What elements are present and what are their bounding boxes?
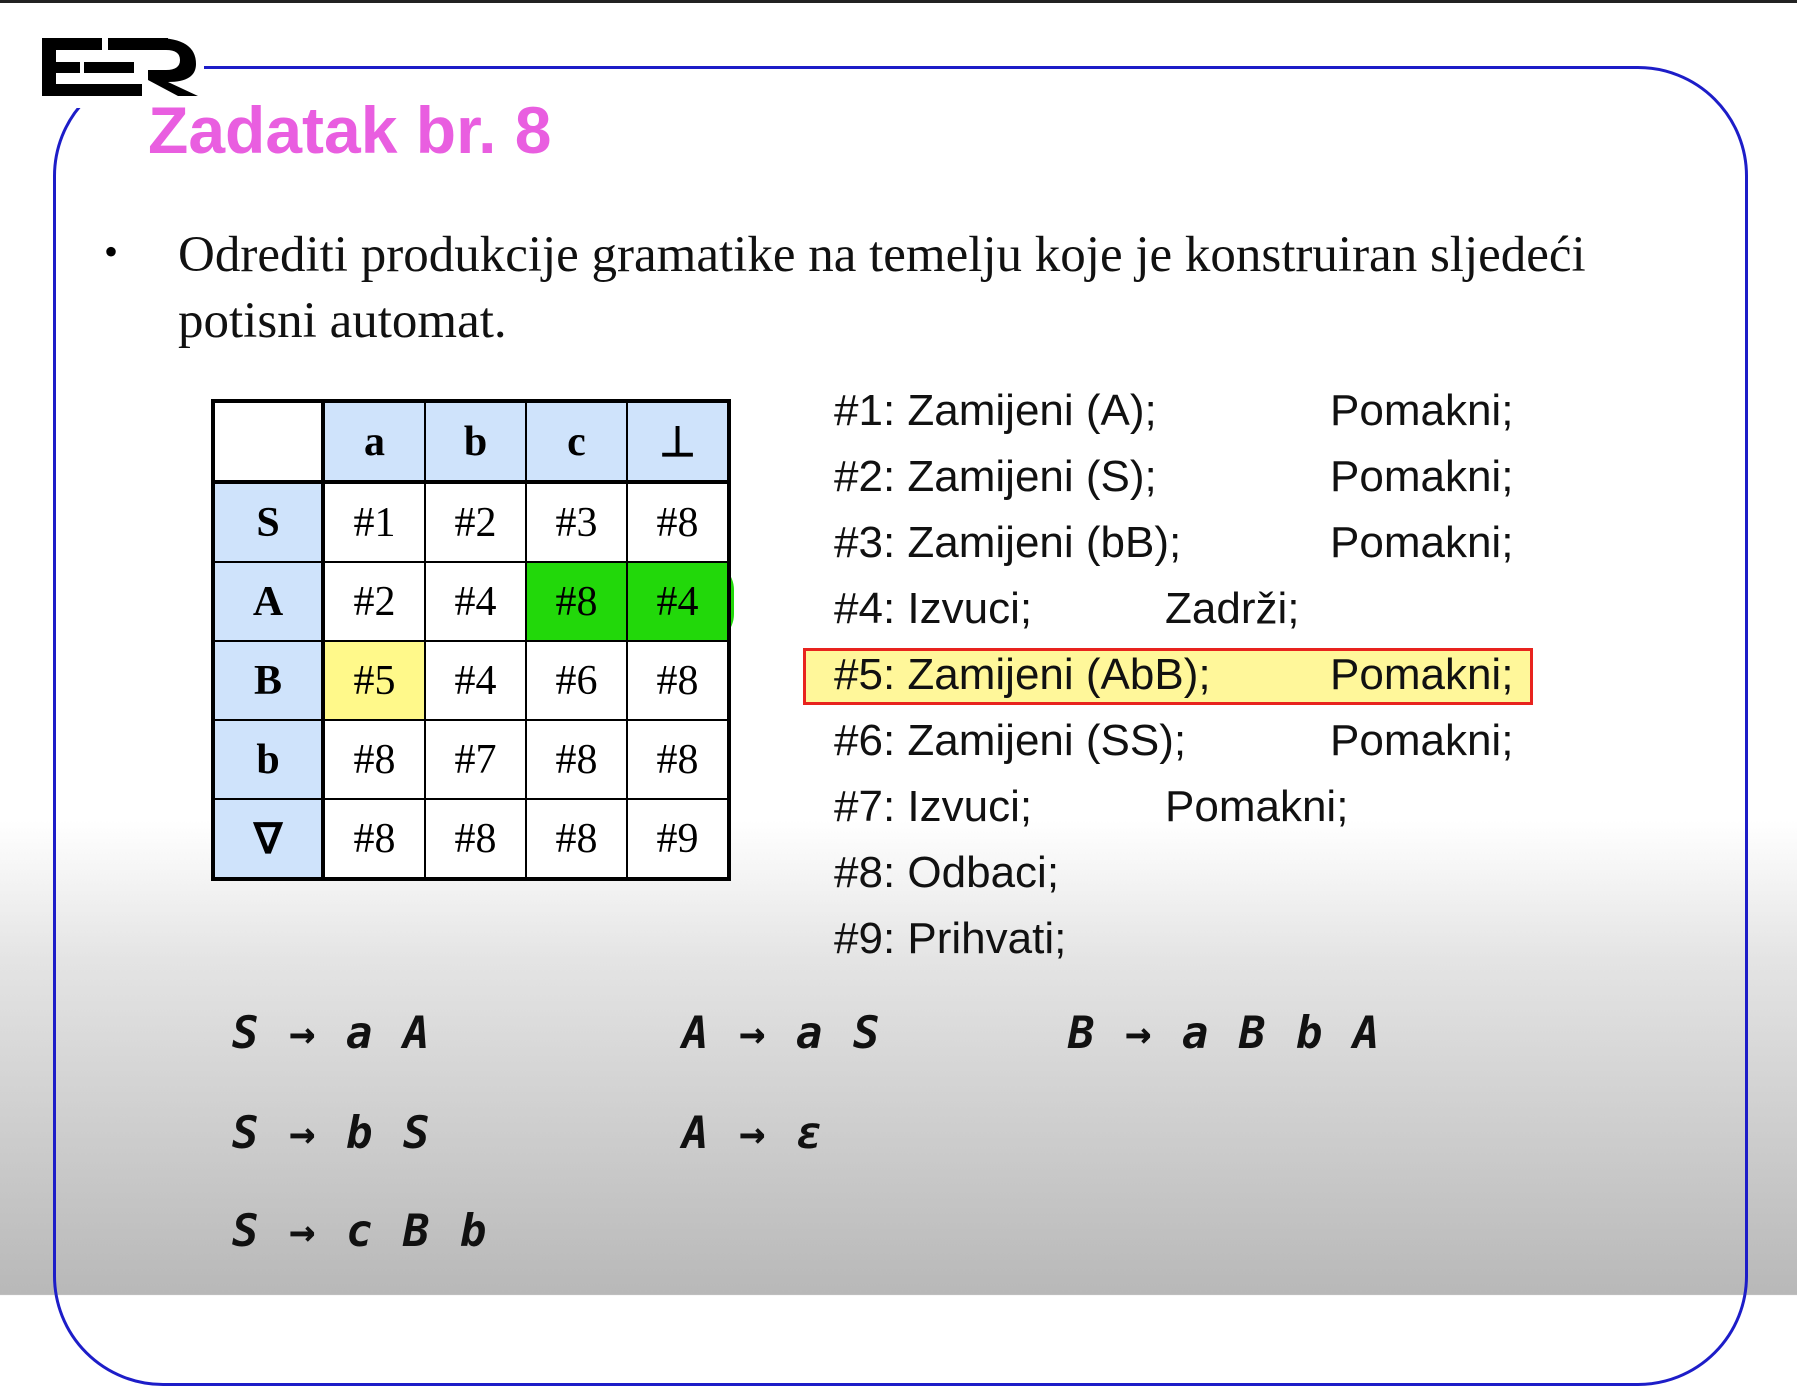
table-cell: #8	[323, 799, 425, 879]
table-cell: #9	[627, 799, 729, 879]
table-cell-highlighted-green: #4	[627, 562, 729, 641]
action-main: Zamijeni (S);	[907, 452, 1157, 501]
top-border	[0, 0, 1797, 3]
action-id-3: #3: Zamijeni (bB);	[834, 518, 1182, 567]
table-cell: #1	[323, 482, 425, 562]
action-second: Pomakni;	[1330, 518, 1514, 567]
table-cell: #8	[627, 482, 729, 562]
bullet-marker: •	[104, 229, 119, 274]
action-id-1: #1: Zamijeni (A);	[834, 386, 1157, 435]
action-second: Pomakni;	[1330, 452, 1514, 501]
table-row	[213, 641, 729, 720]
row-header: b	[213, 720, 323, 799]
action-id-6: #6: Zamijeni (SS);	[834, 716, 1187, 765]
production-s-2: S → b S	[232, 1108, 432, 1159]
action-main: Zamijeni (SS);	[907, 716, 1187, 765]
fer-logo-icon	[28, 34, 198, 100]
row-header: S	[213, 482, 323, 562]
action-second: Pomakni;	[1165, 782, 1349, 831]
action-second: Zadrži;	[1165, 584, 1300, 633]
table-row	[213, 799, 729, 879]
action-id-2: #2: Zamijeni (S);	[834, 452, 1157, 501]
table-cell: #2	[323, 562, 425, 641]
action-id-7: #7: Izvuci;	[834, 782, 1033, 831]
column-header: c	[526, 401, 627, 482]
table-row	[213, 482, 729, 562]
table-cell: #8	[323, 720, 425, 799]
table-corner-cell	[213, 401, 323, 482]
table-cell: #4	[425, 641, 526, 720]
production-s-3: S → c B b	[232, 1206, 489, 1257]
table-row	[213, 720, 729, 799]
table-cell: #4	[425, 562, 526, 641]
pda-transition-table	[211, 399, 731, 881]
action-main: Izvuci;	[907, 782, 1033, 831]
action-second: Pomakni;	[1330, 716, 1514, 765]
table-cell: #8	[526, 720, 627, 799]
action-main: Odbaci;	[907, 848, 1060, 897]
table-cell: #2	[425, 482, 526, 562]
action-id-5: #5: Zamijeni (AbB);	[834, 650, 1211, 699]
production-s-1: S → a A	[232, 1008, 432, 1059]
action-main: Zamijeni (A);	[907, 386, 1157, 435]
row-header: A	[213, 562, 323, 641]
action-main: Izvuci;	[907, 584, 1033, 633]
slide-title: Zadatak br. 8	[148, 93, 552, 167]
table-cell-highlighted-green: #8	[526, 562, 627, 641]
production-b-1: B → a B b A	[1068, 1008, 1382, 1059]
action-second: Pomakni;	[1330, 386, 1514, 435]
production-a-2: A → ε	[682, 1108, 825, 1159]
action-id-8: #8: Odbaci;	[834, 848, 1060, 897]
table-header-row	[213, 401, 729, 482]
action-main: Zamijeni (bB);	[907, 518, 1182, 567]
column-header: a	[323, 401, 425, 482]
column-header: b	[425, 401, 526, 482]
action-main: Prihvati;	[907, 914, 1067, 963]
table-cell: #8	[627, 641, 729, 720]
table-cell-highlighted-yellow: #5	[323, 641, 425, 720]
production-a-1: A → a S	[682, 1008, 882, 1059]
table-cell: #8	[526, 799, 627, 879]
table-row	[213, 562, 729, 641]
table-cell: #8	[425, 799, 526, 879]
action-second: Pomakni;	[1330, 650, 1514, 699]
row-header: ∇	[213, 799, 323, 879]
column-header: ⊥	[627, 401, 729, 482]
row-header: B	[213, 641, 323, 720]
task-text: Odrediti produkcije gramatike na temelju koje je konstruiran sljedeći potisni automat.	[178, 227, 1586, 349]
action-id-9: #9: Prihvati;	[834, 914, 1067, 963]
table-cell: #3	[526, 482, 627, 562]
table-cell: #7	[425, 720, 526, 799]
action-id-4: #4: Izvuci;	[834, 584, 1033, 633]
action-main: Zamijeni (AbB);	[907, 650, 1211, 699]
table-cell: #8	[627, 720, 729, 799]
table-cell: #6	[526, 641, 627, 720]
